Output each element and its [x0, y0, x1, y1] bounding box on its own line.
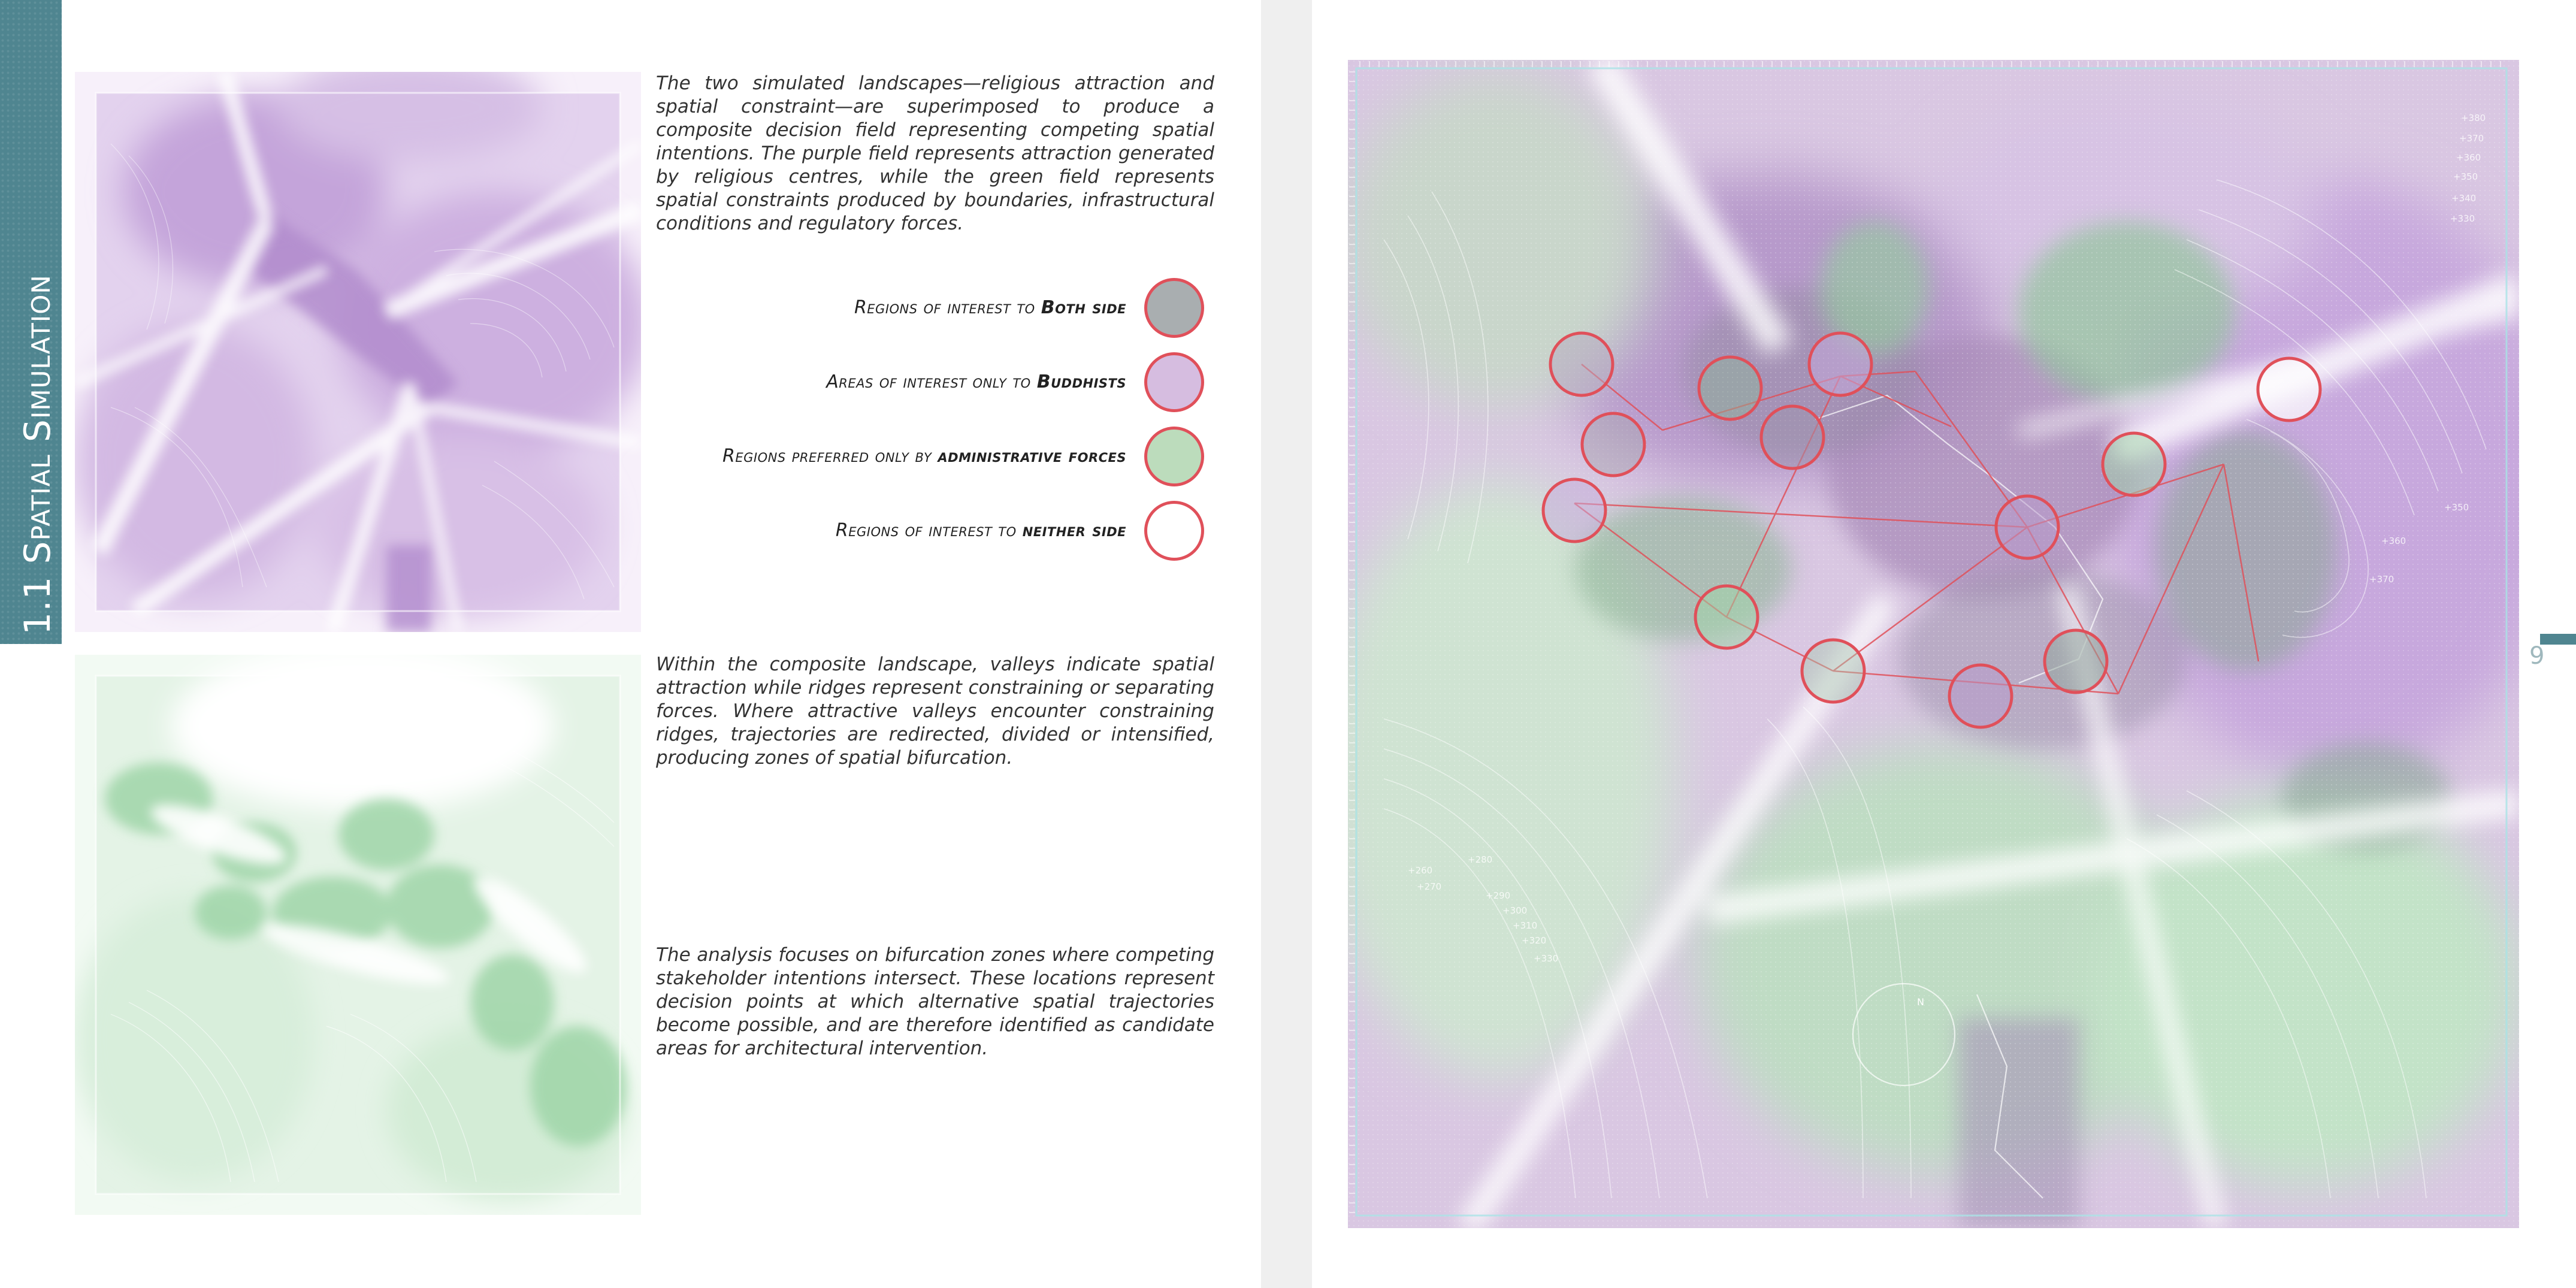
- analysis-paragraph: The analysis focuses on bifurcation zones where competing stakeholder intentions intersect. These locations represent decision points at which alternative spatial trajectories become possible, and are therefore identified as candidate areas for architectural intervention.: [656, 944, 1214, 1059]
- contour-label: +370: [2369, 574, 2394, 585]
- intro-paragraph: The two simulated landscapes—religious attraction and spatial constraint—are superimposed to produce a composite decision field representing competing spatial intentions. The purple field represents attraction generated by religious centres, while the green field represents spatial constraints produced by boundaries, infrastructural conditions and regulatory forces.: [656, 72, 1214, 234]
- left-page: [0, 0, 1261, 1288]
- bifurcation-marker: [1582, 413, 1644, 476]
- legend-label-both: Regions of interest to Both side: [854, 297, 1126, 318]
- contour-label: +280: [1468, 854, 1493, 865]
- contour-label: +330: [1534, 953, 1559, 964]
- contour-label: +330: [2450, 213, 2475, 224]
- section-title: [0, 0, 62, 644]
- bifurcation-marker: [2103, 433, 2165, 495]
- green-field-map: [75, 655, 641, 1215]
- swatch-both-sides: [1144, 278, 1204, 338]
- compass-label: N: [1917, 996, 1924, 1008]
- bifurcation-marker: [2258, 358, 2320, 421]
- composite-field-map: [1348, 60, 2519, 1228]
- bifurcation-marker: [1809, 333, 1871, 395]
- legend-label-buddhists: Areas of interest only to Buddhists: [826, 371, 1126, 392]
- contour-label: +360: [2456, 152, 2481, 163]
- contour-label: +260: [1408, 865, 1433, 876]
- contour-label: +350: [2444, 502, 2469, 513]
- contour-label: +290: [1486, 890, 1511, 901]
- page-number-bar: [2540, 634, 2576, 645]
- legend-neither-side: [599, 498, 1204, 570]
- swatch-neither-side: [1144, 501, 1204, 561]
- contour-label: +310: [1513, 920, 1538, 931]
- page-gutter: [1261, 0, 1312, 1288]
- bifurcation-marker: [1802, 640, 1864, 702]
- bifurcation-marker: [1543, 479, 1606, 542]
- bifurcation-marker: [1996, 496, 2058, 558]
- bifurcation-marker: [1699, 357, 1761, 419]
- legend-administrative: [599, 424, 1204, 496]
- contour-label: +340: [2451, 193, 2477, 204]
- right-page: [1312, 0, 2576, 1288]
- contour-label: +320: [1522, 935, 1547, 946]
- composite-paragraph: Within the composite landscape, valleys indicate spatial attraction while ridges represent constraining or separating forces. Where attractive valleys encounter constraining ridges, trajectories are redirected, divided or intensified, producing zones of spatial bifurcation.: [656, 654, 1214, 769]
- legend-label-administrative: Regions preferred only by administrative forces: [722, 446, 1126, 467]
- contour-label: +380: [2461, 113, 2486, 123]
- swatch-administrative: [1144, 427, 1204, 486]
- bifurcation-marker: [1949, 665, 2012, 727]
- page-number: 9: [2529, 642, 2545, 670]
- purple-field-map: [75, 72, 641, 632]
- section-title-text: 1.1 Spatial Simulation: [17, 274, 59, 635]
- legend-label-neither: Regions of interest to neither side: [835, 520, 1126, 541]
- bifurcation-marker: [1761, 406, 1824, 468]
- legend-buddhists: [599, 350, 1204, 422]
- bifurcation-marker: [1550, 333, 1613, 395]
- bifurcation-marker: [1695, 586, 1758, 648]
- contour-label: +300: [1502, 905, 1528, 916]
- contour-label: +360: [2381, 536, 2406, 546]
- bifurcation-marker: [2045, 630, 2107, 693]
- legend-both-sides: [599, 276, 1204, 347]
- swatch-buddhists: [1144, 352, 1204, 412]
- contour-label: +350: [2453, 171, 2478, 182]
- contour-label: +370: [2459, 133, 2484, 144]
- contour-label: +270: [1417, 881, 1442, 892]
